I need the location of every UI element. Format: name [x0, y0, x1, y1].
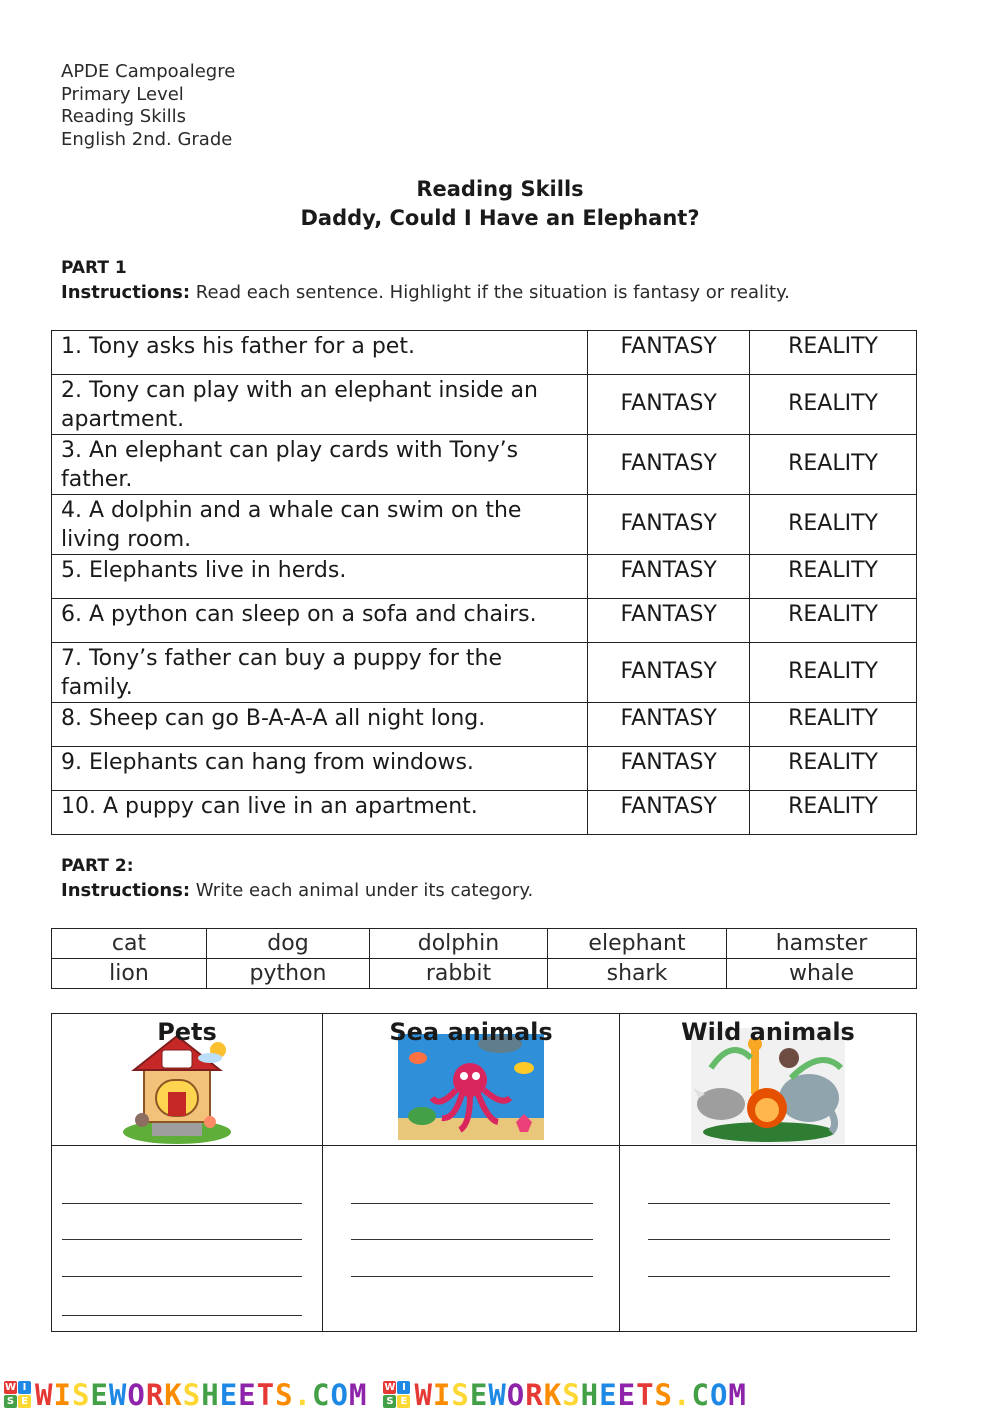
watermark-letter: W — [108, 1377, 128, 1412]
answer-line[interactable] — [62, 1276, 302, 1277]
watermark-text — [35, 1378, 367, 1412]
reality-option[interactable]: REALITY — [750, 375, 917, 435]
answer-line[interactable] — [351, 1203, 593, 1204]
reality-option[interactable]: REALITY — [750, 703, 917, 747]
watermark-letter: S — [451, 1377, 470, 1412]
sentence-cell: 9. Elephants can hang from windows. — [52, 747, 588, 791]
category-header-wild — [620, 1014, 917, 1146]
school-name: APDE Campoalegre — [61, 61, 236, 82]
answer-line[interactable] — [62, 1315, 302, 1316]
fantasy-option[interactable]: FANTASY — [588, 435, 750, 495]
watermark-letter: O — [127, 1377, 146, 1412]
pets-answer-area — [52, 1146, 323, 1332]
watermark-footer — [0, 1376, 1000, 1413]
table-row — [52, 495, 917, 555]
table-row — [52, 435, 917, 495]
watermark-letter: W — [414, 1377, 433, 1412]
word-bank-cell: rabbit — [370, 959, 548, 989]
fantasy-option[interactable]: FANTASY — [588, 599, 750, 643]
wiseworksheets-logo-icon — [4, 1381, 31, 1408]
watermark-letter: C — [312, 1377, 331, 1412]
part1-instructions-text: Read each sentence. Highlight if the situation is fantasy or reality. — [190, 282, 790, 303]
fantasy-option[interactable]: FANTASY — [588, 703, 750, 747]
word-bank-cell: shark — [548, 959, 727, 989]
watermark-letter: S — [71, 1377, 91, 1412]
sentence-cell: 3. An elephant can play cards with Tony’s father. — [52, 435, 588, 495]
table-row — [52, 1014, 917, 1146]
watermark-letter: C — [691, 1377, 710, 1412]
watermark-letter: W — [35, 1377, 54, 1412]
part1-label: PART 1 — [61, 258, 127, 278]
watermark-letter: T — [636, 1377, 655, 1412]
table-row — [52, 747, 917, 791]
reality-option[interactable]: REALITY — [750, 599, 917, 643]
logo-letter: I — [397, 1381, 410, 1394]
sentence-cell: 7. Tony’s father can buy a puppy for the family. — [52, 643, 588, 703]
answer-line[interactable] — [62, 1203, 302, 1204]
sentence-cell: 4. A dolphin and a whale can swim on the living room. — [52, 495, 588, 555]
sentence-cell: 10. A puppy can live in an apartment. — [52, 791, 588, 835]
watermark-letter: M — [728, 1377, 747, 1412]
category-header-sea — [323, 1014, 620, 1146]
reality-option[interactable]: REALITY — [750, 791, 917, 835]
table-row — [52, 555, 917, 599]
watermark-letter: H — [580, 1377, 600, 1412]
watermark-letter: O — [506, 1377, 526, 1412]
answer-line[interactable] — [648, 1203, 890, 1204]
table-row — [52, 959, 917, 989]
word-bank-table — [51, 928, 917, 989]
table-row — [52, 599, 917, 643]
watermark-letter: . — [293, 1377, 313, 1412]
watermark-letter: . — [673, 1377, 692, 1412]
wild-answer-area — [620, 1146, 917, 1332]
subject-text: Reading Skills — [61, 106, 187, 128]
watermark-text — [414, 1378, 746, 1412]
school-header — [61, 61, 235, 152]
logo-letter: E — [18, 1395, 31, 1408]
watermark-letter: O — [709, 1377, 729, 1412]
fantasy-option[interactable]: FANTASY — [588, 747, 750, 791]
word-bank-cell: dolphin — [370, 929, 548, 959]
answer-line[interactable] — [648, 1239, 890, 1240]
watermark-letter: E — [469, 1377, 489, 1412]
watermark-letter: E — [617, 1377, 637, 1412]
category-title: Sea animals — [389, 1018, 553, 1046]
fantasy-option[interactable]: FANTASY — [588, 555, 750, 599]
sea-answer-area — [323, 1146, 620, 1332]
part2-label: PART 2: — [61, 856, 134, 876]
reality-option[interactable]: REALITY — [750, 435, 917, 495]
watermark-letter: K — [543, 1377, 563, 1412]
reality-option[interactable]: REALITY — [750, 495, 917, 555]
watermark-letter: O — [330, 1377, 349, 1412]
watermark-letter: R — [145, 1377, 165, 1412]
table-row — [52, 791, 917, 835]
word-bank-cell: cat — [52, 929, 207, 959]
table-row — [52, 1146, 917, 1332]
category-header-pets — [52, 1014, 323, 1146]
watermark-letter: E — [599, 1377, 618, 1412]
answer-line[interactable] — [351, 1239, 593, 1240]
watermark-letter: S — [654, 1377, 673, 1412]
word-bank-cell: elephant — [548, 929, 727, 959]
watermark-letter: K — [164, 1377, 183, 1412]
word-bank-cell: dog — [207, 929, 370, 959]
watermark-letter: I — [432, 1377, 452, 1412]
logo-letter: S — [4, 1395, 17, 1408]
word-bank-cell: python — [207, 959, 370, 989]
table-row — [52, 643, 917, 703]
watermark-letter: I — [53, 1377, 72, 1412]
category-title: Wild animals — [681, 1018, 855, 1046]
answer-line[interactable] — [351, 1276, 593, 1277]
watermark-letter: T — [256, 1377, 276, 1412]
logo-letter: I — [18, 1381, 31, 1394]
watermark-letter: E — [219, 1377, 239, 1412]
sentence-cell: 2. Tony can play with an elephant inside an apartment. — [52, 375, 588, 435]
watermark-letter: E — [90, 1377, 109, 1412]
logo-letter: W — [384, 1382, 396, 1393]
word-bank-cell: hamster — [727, 929, 917, 959]
wiseworksheets-logo-icon — [383, 1381, 410, 1408]
fantasy-option[interactable]: FANTASY — [588, 643, 750, 703]
part1-instructions-label: Instructions: — [61, 282, 191, 303]
fantasy-option[interactable]: FANTASY — [588, 375, 750, 435]
worksheet-title: Reading Skills — [416, 177, 584, 201]
logo-letter: E — [397, 1395, 410, 1408]
part2-instructions-label: Instructions: — [61, 880, 191, 901]
part1-instructions — [61, 282, 790, 303]
sentence-cell: 6. A python can sleep on a sofa and chairs. — [52, 599, 588, 643]
table-row — [52, 929, 917, 959]
fantasy-option[interactable]: FANTASY — [588, 331, 750, 375]
logo-letter: W — [4, 1382, 17, 1393]
watermark-letter: H — [201, 1377, 220, 1412]
level-text: Primary Level — [61, 83, 184, 105]
watermark-letter: S — [562, 1377, 581, 1412]
watermark — [379, 1378, 746, 1412]
watermark — [0, 1378, 367, 1412]
fantasy-option[interactable]: FANTASY — [588, 495, 750, 555]
table-row — [52, 331, 917, 375]
word-bank-cell: lion — [52, 959, 207, 989]
sentence-cell: 8. Sheep can go B-A-A-A all night long. — [52, 703, 588, 747]
worksheet-subtitle: Daddy, Could I Have an Elephant? — [300, 206, 700, 230]
reality-option[interactable]: REALITY — [750, 747, 917, 791]
reality-option[interactable]: REALITY — [750, 643, 917, 703]
sentence-cell: 5. Elephants live in herds. — [52, 555, 588, 599]
table-row — [52, 703, 917, 747]
table-row — [52, 375, 917, 435]
watermark-letter: S — [182, 1377, 202, 1412]
watermark-letter: M — [348, 1377, 368, 1412]
categories-table — [51, 1013, 917, 1332]
worksheet-titles — [0, 175, 1000, 233]
watermark-letter: R — [525, 1377, 544, 1412]
logo-letter: S — [383, 1395, 396, 1408]
grade-text: English 2nd. Grade — [61, 129, 233, 151]
part2-instructions-text: Write each animal under its category. — [190, 880, 534, 901]
fantasy-option[interactable]: FANTASY — [588, 791, 750, 835]
watermark-letter: W — [488, 1377, 507, 1412]
watermark-letter: E — [238, 1377, 257, 1412]
watermark-letter: S — [275, 1377, 294, 1412]
word-bank-cell: whale — [727, 959, 917, 989]
sentence-cell: 1. Tony asks his father for a pet. — [52, 331, 588, 375]
reality-option[interactable]: REALITY — [750, 331, 917, 375]
fantasy-reality-table — [51, 330, 917, 835]
answer-line[interactable] — [648, 1276, 890, 1277]
category-title: Pets — [157, 1018, 217, 1046]
answer-line[interactable] — [62, 1239, 302, 1240]
reality-option[interactable]: REALITY — [750, 555, 917, 599]
part2-instructions — [61, 880, 533, 901]
